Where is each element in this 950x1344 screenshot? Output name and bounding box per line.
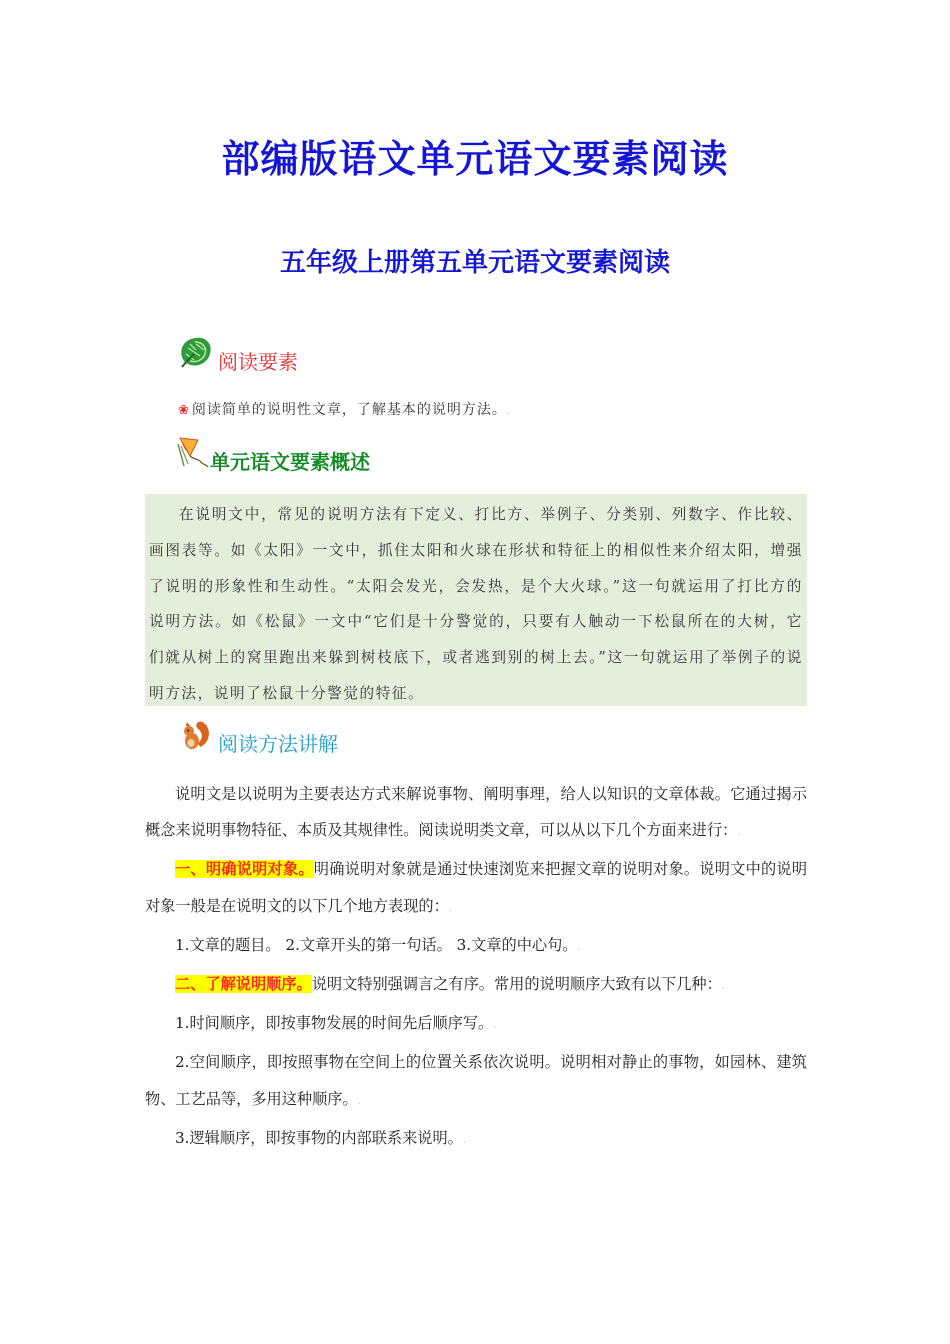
point1-highlight: 一、明确说明对象。 xyxy=(175,860,314,879)
order-space: 2.空间顺序，即按照事物在空间上的位置关系依次说明。说明相对静止的事物，如园林、建筑物、工艺品等，多用这种顺序。. xyxy=(145,1053,807,1108)
leaf-icon xyxy=(176,334,214,374)
section-reading-element-heading xyxy=(176,332,298,375)
overview-text: 在说明文中，常见的说明方法有下定义、打比方、举例子、分类别、列数字、作比较、画图表等。如《太阳》一文中，抓住太阳和火球在形状和特征上的相似性来介绍太阳，增强了说明的形象性和生动性。“太阳会发光，会发热，是个大火球。”这一句就运用了打比方的说明方法。如《松鼠》一文中“它们是十分警觉的，只要有人触动一下松鼠所在的大树，它们就从树上的窝里跑出来躲到树枝底下，或者逃到别的树上去。”这一句就运用了举例子的说明方法，说明了松鼠十分警觉的特征。 xyxy=(149,506,803,702)
document-subtitle: 五年级上册第五单元语文要素阅读 xyxy=(279,248,670,278)
document-title: 部编版语文单元语文要素阅读 xyxy=(221,137,729,181)
method-body xyxy=(145,776,807,1159)
reading-element-text: 阅读简单的说明性文章，了解基本的说明方法。 xyxy=(191,402,507,418)
method-point-1-list: 1.文章的题目。 2.文章开头的第一句话。 3.文章的中心句。. xyxy=(175,935,581,954)
section-method-heading xyxy=(180,716,338,757)
method-intro: 说明文是以说明为主要表达方式来解说事物、阐明事理，给人以知识的文章体裁。它通过揭示概念来说明事物特征、本质及其规律性。阅读说明类文章，可以从以下几个方面来进行：. xyxy=(145,785,807,840)
method-point-2: 二、了解说明顺序。说明文特别强调言之有序。常用的说明顺序大致有以下几种：. xyxy=(175,975,725,994)
section-overview-heading xyxy=(176,432,370,475)
section-method-label: 阅读方法讲解 xyxy=(218,732,338,756)
reading-element-bullet: ❀ 阅读简单的说明性文章，了解基本的说明方法。. xyxy=(178,402,512,418)
point2-highlight: 二、了解说明顺序。 xyxy=(175,975,312,994)
method-point-1: 一、明确说明对象。明确说明对象就是通过快速浏览来把握文章的说明对象。说明文中的说明对象一般是在说明文的以下几个地方表现的：. xyxy=(145,860,808,915)
kite-icon xyxy=(176,434,210,474)
point1-text: 明确说明对象就是通过快速浏览来把握文章的说明对象。说明文中的说明对象一般是在说明文的以下几个地方表现的： xyxy=(145,860,808,915)
flower-bullet-icon: ❀ xyxy=(178,403,190,418)
overview-textbox xyxy=(145,494,807,706)
section-reading-element-label: 阅读要素 xyxy=(218,350,298,374)
order-logic: 3.逻辑顺序，即按事物的内部联系来说明。. xyxy=(175,1128,467,1147)
section-overview-label: 单元语文要素概述 xyxy=(210,450,370,474)
point2-text: 说明文特别强调言之有序。常用的说明顺序大致有以下几种： xyxy=(311,975,722,994)
order-time: 1.时间顺序，即按事物发展的时间先后顺序写。. xyxy=(175,1014,497,1033)
squirrel-icon xyxy=(180,717,212,757)
